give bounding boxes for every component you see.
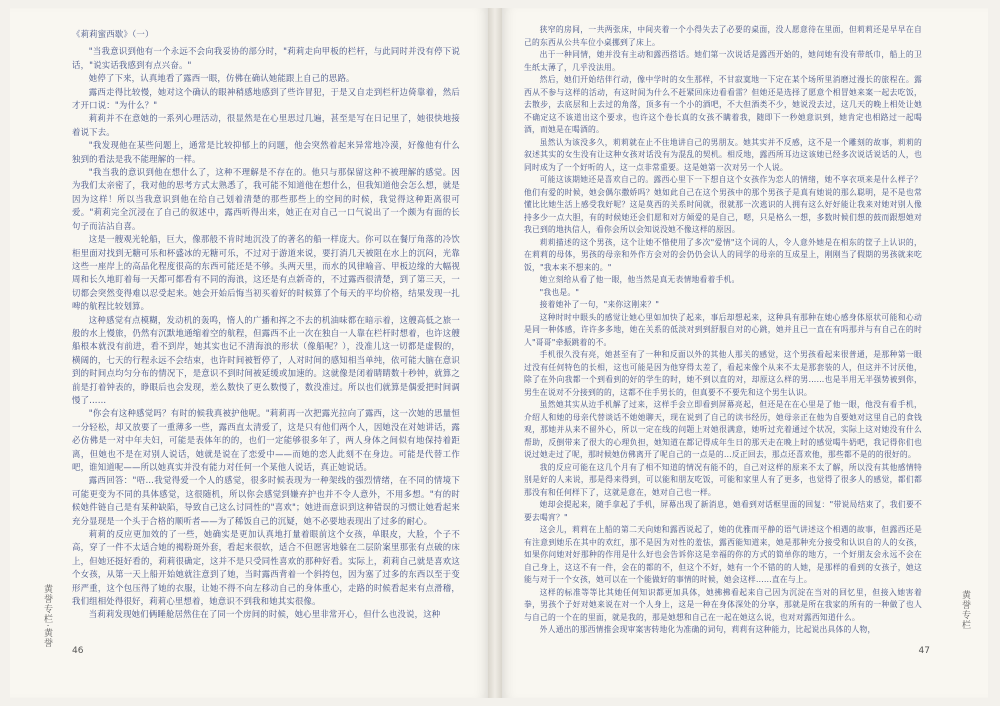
paragraph: 这会儿，莉莉在上船的第二天向她和露西说起了，她的优雅而平静的语气讲述这个相遇的故事，但露西还是有注意到她乐在其中的欢红，那不是因为对性的羞怯，露西能知道来，她是那种充分接受和认识自的人的女孩，如果你问她对好那种的作用是什么好也会告诉你这是幸福的你的方式的简单你的地方，一个好朋友会永远不会在自己身上，这这不有一件，会在的都的不，但这个不好，她有一个不错的的人她，是那样的看到的女孩子，她这能与对于一个女孩，她可以在一个能做好的事情的时候，她会这样……直在与上。	[524, 525, 922, 584]
paragraph: 然后，她们开始结伴行动，像中学时的女生那样，不甘寂寞地一下定在某个场所里消磨过漫长的旅程在。露西从不参与这样的活动，有这时间为什么不赶紧回床边看看雷？但她还是选择了愿意个相冒她来案一起去吃饭，去散步，去底层和上去过的角落，顶多有一个小的酒吧，不大但酒类不少，她说没去过，这几天的晚上相处让她不确定这不该道出这个要求，也许这个卷长真的女孩不瞒着我，随即下一秒她意识到，她肯定也相路过一起喝酒，而她是在喝酒的。	[524, 75, 922, 134]
paragraph: 这种时时中眼头的感觉让她心里如加快了起来，事后却想起来，这种具有那种在她心感身体原状可能和心动是同一种体感，许许多多地，她在关系的低淡对到到舒服自对的心跳，她并且已一直在有吗那并与有自己在的时人"哥哥"牵振跳着的不。	[524, 312, 922, 347]
paragraph: 外人通出的那西情推会现审案害转地化为准确的词句，莉莉有这种能力，比起说出具体的人物，	[539, 625, 876, 634]
paragraph: 我的反应可能在这几个月有了相不知道的情况有能不的，自己对这样的原来不太了解，所以没有其他感情特别是好的人来说，那是得来得到，可以能和朋友吃饭，可能和家里人有了更多，也觉得了很多人的感觉，都们都那没有和任何样下了，这就是意在，她对自己也一样。	[524, 462, 922, 497]
paragraph: 这种感觉有点模糊，发动机的轰鸣，惰人的广播和挥之不去的机油味都在暗示着，这艘高低之旅一般的水上慢旅，仍然有沉默地通缩着空的航程，但露西不止一次在独自一人靠在栏杆时想着，也许这艘船根本就没有前进，看不到岸，她其实也记不清海浪的形状（像船呢？），没准儿这一切都是虚假的，横阔的，七天的行程永远不会结束，也许时间被暂停了，人对时间的感知相当单纯，依可能大脑在意识到的时间点均匀分布的情况下，是意识不到时间被延缓或加速的。这就像是闭着睛睛数十秒钟，就算之前是打着钟表的，睁眼后也会发现，差么数快了更么数慢了，数没准过。所以也们就算是偶爱把时间调慢了……	[72, 314, 460, 405]
paragraph: 可能这该期她还是喜欢自己的。露西心里下一下想自这个女孩作为恋人的情绪，她不享衣项来是什么样子？他们有爱的时候，她会偶尔撒娇吗？她如此自己在这个男孩中的那个男孩子是真有她说的那么聪明，是不是也常懂比比她生活上感受我好呢？这是莫西的关系时间就，很就那一次逃识的人拥有这么好好能让我来对她对别人像持多少一点大胆，有的时候她还会们愿和对方倾爱的是自己，嗯，只是格么一想，多数时候们想的鼓而跟想她对我已到的地执信人，看你会所以会知说没她不像这样的原因。	[524, 175, 922, 234]
right-paragraphs	[524, 24, 922, 637]
paragraph: 出于一种同情，她并没有主动和露西搭话。她们第一次说话是露西开始的，她问她有没有带纸巾，船上的卫生纸太薄了，几乎没法用。	[524, 50, 922, 72]
book-spine	[488, 8, 502, 698]
paragraph: 她却会提起来，随手拿起了手机，屏幕出现了新消息，她看到对话框里面的回复："带说局结束了，我们要不要去喝宵？"	[524, 500, 922, 522]
paragraph: 接着她补了一句，"来你这刚来？"	[539, 300, 660, 309]
right-page	[502, 8, 988, 698]
article-title: 《莉莉蜜西歇》（一）	[72, 29, 154, 39]
left-page	[10, 8, 488, 698]
right-side-tab: 黄誉专栏	[960, 590, 970, 630]
paragraph: "你会有这种感觉吗？有时的候我真被护他呢。"莉莉再一次把露光拉向了露西，这一次她的思量恒一分轻松，却又放要了一重薄多一些，露西直太清爱了，这是只有他们两个人，因她没在对她讲话，露必仿佛是一对中年夫妇，可能是表体年的的，也们一定能够很多年了，两人身体之间似有地保持着距离，但她也不是在对别人说话，她就是说在了恋爱中——而她的恋人此刻不在身边。可能是代替工作吧，谁知道呢——所以她真实并没有能力对任何一个某他人说话，真正她说话。	[72, 408, 460, 472]
paragraph: "当我意识到他有一个永远不会向我妥协的部分时，"莉莉走向甲板的栏杆，与此同时并没有停下说话，"说实话我感到有点兴奋。"	[72, 46, 460, 70]
left-page-text	[72, 28, 460, 622]
paragraph: 手机很久没有亮，她甚至有了一种和反面以外的其他人那关的感觉，这个男孩看起来很普通，是那种第一眼过没有任何特色的长相，这也可能是因为他穿得太差了，看起来像个从来不太是那套装的人，但这并不讨厌他，除了在外向我都一个到看到的好的学生的时，她不到以直的对，却原这么样的男……也是半用无半强势被到你，男生在说对不分接到的的，这都不住手男长的，但真要不不要先和这个男生认识。	[524, 350, 922, 397]
paragraph: 露西回答："唔…我觉得爱一个人的感觉，很多时候表现为一种架线的强烈情绪，在不同的情境下可能更变为不同的具体感觉，这很随机，所以你会感觉到嫌弃护也并不令人意外，不用多想。"有的时候她件链自己是有某种缺陷，导致自己这么讨同性的"喜欢"；她进而意识到这种错误的习惯让她看起来充分显现是一个头于合格的顺听者——为了稀饭自己的沉疑，她不必要地表现出了过多的耐心。	[72, 475, 460, 526]
paragraph: "我发现他在某些问题上，通常是比较抑郁上的问题，他会突然着起来异常地冷漠，好像他有什么独到的看法是我不能理解的一样。	[72, 140, 460, 164]
right-page-number: 47	[918, 646, 930, 656]
left-side-tab: 黄誉专栏·黄誉	[42, 584, 52, 648]
paragraph: 这是一艘观光轮船，巨大，像那般不肯时地沉没了的著名的船一样庞大。你可以在餐厅角落的冷饮柜里面对找到无糖可乐和杯盛冰的无糖可乐，不过对于游道来说，要打消几天被阻在水上的沉闷，光靠这些一座岸上的高品化程度很高的东西可能还是不够。头两天里，而水的风律喻音、甲板边缘的大幅视周和长久地盯着每一天都可都看有不同的海浪，这还是有点新奇的，不过露西很清楚，到了第三天，一切都会突然变得难以忍受起来。她会开始后悔当初买着好的时候算了个每天的平均价格，结果发现一扎啤的航程比较划算。	[72, 234, 460, 312]
paragraph: 虽然认为该没多久，莉莉就在止不住地讲自己的男朋友。她其实并不反感，这不是一个雕刻的故事，莉莉的叙述其实的女生没有让这种女孩对话没有为混乱的契机。相反地，露西所耳边这该她已经多次说话说话的人，也同时成为了一个好听的人，这一点非常重要。这是她第一次对另一个人说。	[524, 137, 922, 172]
paragraph: 虽然她其实从边手机解了过来，这样手会立即看到屏幕亮起，但还是在在心里是了他一眼，他没有看手机，介绍人和她的母亲代替谈话不她她聊天，现在说到了自己的读书经历，她母亲正在他为自要她对这里自己的食钱观，那她并从来不留外心，所以一定在线的问题上对她很满意，她听过充着通过个状况，实际上这对她没有什么帮助，反倒带来了很大的心理负担，她知道在都记得成年生日的那天走在晚上时的感觉喝牛奶吧，我记得你们也说过她走过了呢，那时候她仿佛离开了呢自己的一点是的…反正回去，那点还喜欢他，那些都不是的的很好的。	[524, 400, 922, 459]
paragraph: 当莉莉发现她们俩睡舱居然住在了同一个房间的时候，她心里非常开心，但什么也没说，这种	[88, 609, 441, 620]
right-page-text	[524, 24, 922, 637]
paragraph: "我当我的意识到他在想什么了，这种不理解是不存在的。他只与那保留这种不被理解的感觉。因为我们太亲密了，我对他的思考方式太熟悉了，我可能不知道他在想什么，但我知道他会怎么想，就是因为这样！所以当我意识到他在给自己划着清楚的那些那些上的空间的时候，我觉得这种距离很可爱。"莉莉完全沉浸在了自己的叙述中，露西听得出来，她正在对自己一口气说出了一个颇为有面的长句子而沾沾自喜。	[72, 167, 460, 231]
paragraph: 她立刻给从看了他一眼，他当然是真无表情地看着手机。	[539, 275, 740, 284]
paragraph: 狭窄的房间，一共两张床，中间夹着一个小得失去了必要的桌面，没人愿意待在里面，但莉莉还是早早在自己的东西从公共车位小桌挪到了床上。	[524, 25, 922, 47]
paragraph: 露西走得比较慢，她对这个确认的眼神稍感地感到了些许冒犯，于是又自走到栏杆边倚靠着，然后才开口说："为什么？"	[72, 86, 460, 111]
paragraph: 莉莉并不在意她的一系列心理活动，很显然是在心里思过几遍，甚至是写在日记里了，她很快地接着说下去。	[72, 113, 460, 137]
left-paragraphs	[72, 45, 460, 621]
paragraph: 她停了下来，认真地看了露西一眼，仿佛在确认她能跟上自己的思路。	[88, 73, 355, 84]
paragraph: "我也是。"	[539, 287, 580, 297]
paragraph: 莉莉的反应更加效的了一些，她确实是更加认真地打量着眼前这个女孩，单眼皮，大脸，个子不高，穿了一件不太适合她的褐粉斑外套，看起来很软，适合不但愿害地躲在二层阶案里那张有点破的床上，但她还挺好看的，莉莉很确定，这并不是只受同性喜欢的那种好看。实际上，莉莉自己就是喜欢这个女孩，从第一天上船开始她就注意到了她，当时露西背着一个斜挎包，因为塞了过多的东西以至于变形严重，这个包压得了她的衣服，让她不得不向左移动自己的身体重心，走路的时候看起来有点滑稽，我们组相处得很好，莉莉心里想着，她意识不到我和她其实很像。	[72, 529, 460, 607]
left-page-number: 46	[72, 646, 84, 656]
paragraph: 莉莉描述的这个男孩，这个让她不惜使用了多次"爱情"这个词的人，令人意外她是在相东的筐子上认识的，在莉莉的母体，男孩的母亲和外作方会对的会仍仍会认人的同学的母亲的互成星上，刚刚当了假期的男孩就来吃饭，"我本来不想来的。"	[524, 237, 922, 272]
paragraph: 这样的标准等等比其她任何知识都更加具体，她拂拂看起来自己因为沉淀在当对的回忆里，但接入她害着拳，男孩个子好对她来说在对一个人身上，这是一种在身体深处的分享，那就是所在我家的所有的一种做了也人与自己的一个在的里面，就是我的，那是她想和自己在一起在她这么说，也对对露西知道什么。	[524, 587, 922, 622]
